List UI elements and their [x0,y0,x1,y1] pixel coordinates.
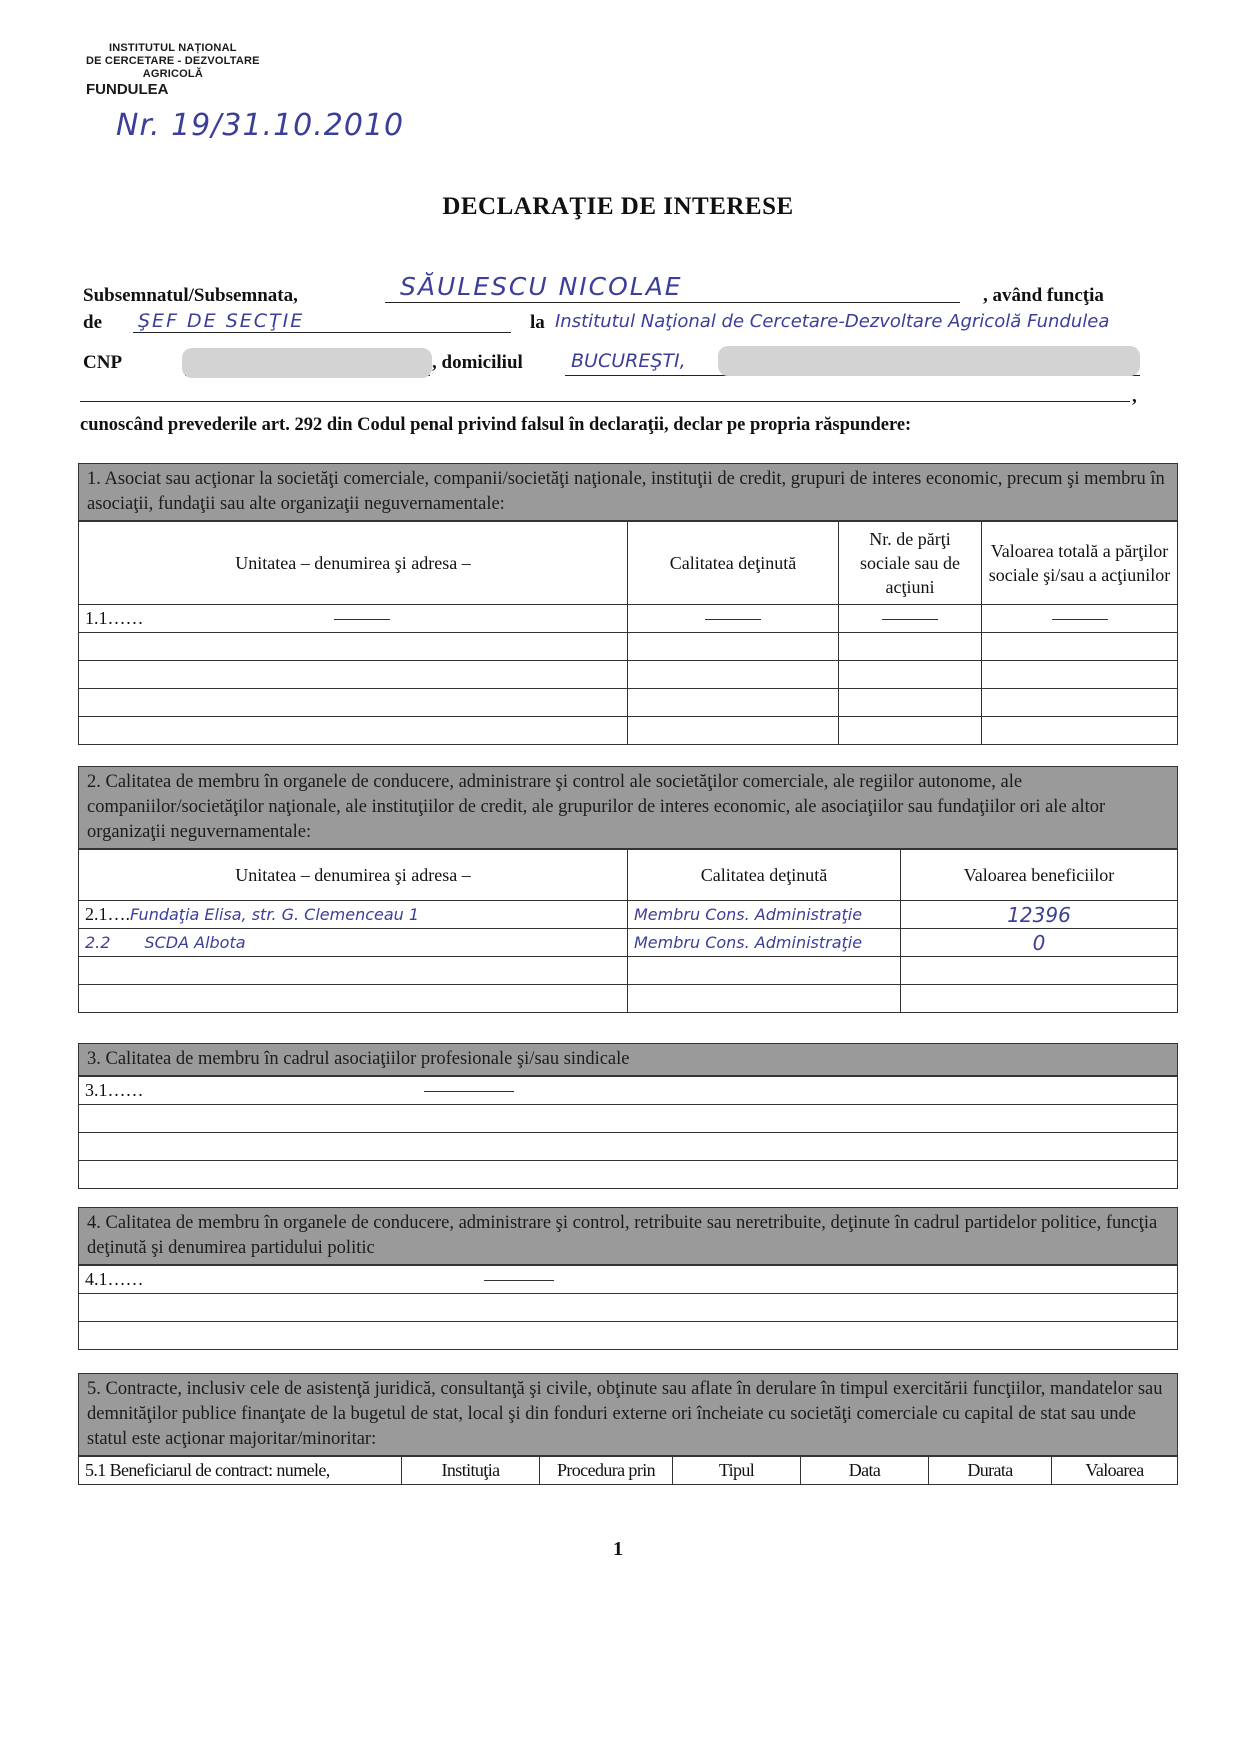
table-row [79,1133,1178,1161]
s2-role: Membru Cons. Administraţie [628,901,901,929]
institution-stamp [86,42,260,98]
page-number: 1 [613,1538,623,1560]
stamp-line-1: INSTITUTUL NAȚIONAL [109,42,237,54]
section-2-header: 2. Calitatea de membru în organele de conducere, administrare şi control ale societăţilor comerciale, ale regiilor autonome, ale companiilor/societăţilor naţionale, ale instituţiilor de credit, ale grupurilor de interes economic, ale asociaţiilor sau fundaţiilor ori ale altor organizaţii neguvernamentale: [78,766,1178,849]
s2-unit: Fundaţia Elisa, str. G. Clemenceau 1 [130,905,420,924]
section-3 [78,1043,1178,1189]
s2-col-unit: Unitatea – denumirea şi adresa – [79,850,628,901]
name-value: SĂULESCU NICOLAE [400,272,683,301]
s2-row-label: 2.1…. [85,904,130,924]
s5-col-institution: Instituţia [402,1457,540,1485]
la-label: la [530,312,545,333]
s3-dash [424,1091,514,1092]
s1-dash [1052,619,1108,620]
table-row [79,689,1178,717]
stamp-line-2: DE CERCETARE - DEZVOLTARE [86,55,260,67]
table-row [79,929,1178,957]
page-title: DECLARAŢIE DE INTERESE [442,193,794,220]
cnp-redaction [182,348,432,378]
s1-dash [882,619,938,620]
table-row [79,1322,1178,1350]
table-row [79,985,1178,1013]
s2-value: 12396 [901,901,1178,929]
s5-col-date: Data [801,1457,929,1485]
s5-col-duration: Durata [929,1457,1052,1485]
s3-row-label: 3.1…… [85,1080,144,1100]
function-value: ŞEF DE SECŢIE [138,310,305,332]
domicile-label: , domiciliul [432,352,523,373]
s1-dash [334,619,390,620]
function-line [133,332,511,333]
table-row [79,1105,1178,1133]
s2-col-value: Valoarea beneficiilor [901,850,1178,901]
cnp-label: CNP [83,352,123,373]
section-1-header: 1. Asociat sau acţionar la societăţi comerciale, companii/societăţi naţionale, instituţii de credit, grupuri de interes economic, precum şi membru în asociaţii, fundaţii sau alte organizaţii neguvernamentale: [78,463,1178,521]
section-5-table [78,1456,1178,1485]
s2-row-label: 2.2 [85,933,111,952]
s5-col-type: Tipul [673,1457,801,1485]
function-label: , având funcţia [983,285,1104,306]
section-3-table [78,1076,1178,1189]
domicile-value: BUCUREŞTI, [571,350,686,372]
table-row [79,605,1178,633]
s2-col-role: Calitatea deţinută [628,850,901,901]
table-row [79,957,1178,985]
section-1 [78,463,1178,745]
de-label: de [83,312,102,333]
address-line-2 [80,401,1130,402]
table-row [79,661,1178,689]
s1-col-shares: Nr. de părţi sociale sau de acţiuni [839,522,982,605]
section-4-table [78,1265,1178,1350]
s2-role: Membru Cons. Administraţie [628,929,901,957]
s1-row-label: 1.1…… [85,608,144,628]
table-row [79,1294,1178,1322]
registration-number: Nr. 19/31.10.2010 [116,108,405,143]
section-5-header: 5. Contracte, inclusiv cele de asistenţă juridică, consultanţă şi civile, obţinute sau aflate în derulare în timpul exercitării funcţiilor, mandatelor sau demnităţilor publice finanţate de la bugetul de stat, local şi din fonduri externe ori încheiate cu societăţi comerciale cu capital de stat sau unde statul este acţionar majoritar/minoritar: [78,1373,1178,1456]
address-redaction [718,346,1140,376]
s5-col-beneficiary: 5.1 Beneficiarul de contract: numele, [79,1457,402,1485]
institution-value: Institutul Naţional de Cercetare-Dezvoltare Agricolă Fundulea [555,311,1110,332]
table-row [79,633,1178,661]
stamp-line-3: AGRICOLĂ [142,68,203,80]
table-row [79,901,1178,929]
s1-col-role: Calitatea deţinută [628,522,839,605]
address-comma: , [1132,386,1137,407]
s4-dash [484,1280,554,1281]
section-5 [78,1373,1178,1485]
stamp-line-4: FUNDULEA [86,81,169,98]
table-row [79,1161,1178,1189]
s5-col-value: Valoarea [1052,1457,1178,1485]
name-line [385,302,960,303]
s2-value: 0 [901,929,1178,957]
section-4 [78,1207,1178,1350]
section-1-table [78,521,1178,745]
s2-unit: SCDA Albota [144,933,246,952]
table-row [79,1266,1178,1294]
s1-col-unit: Unitatea – denumirea şi adresa – [79,522,628,605]
s1-dash [705,619,761,620]
section-4-header: 4. Calitatea de membru în organele de conducere, administrare şi control, retribuite sau neretribuite, deţinute în cadrul partidelor politice, funcţia deţinută şi denumirea partidului politic [78,1207,1178,1265]
table-row [79,1077,1178,1105]
table-row [79,1457,1178,1485]
table-row [79,717,1178,745]
section-2-table [78,849,1178,1013]
s5-col-procedure: Procedura prin [540,1457,673,1485]
statement: cunoscând prevederile art. 292 din Codul penal privind falsul în declaraţii, declar pe propria răspundere: [80,415,912,435]
section-2 [78,766,1178,1013]
s4-row-label: 4.1…… [85,1269,144,1289]
name-label: Subsemnatul/Subsemnata, [83,285,298,306]
section-3-header: 3. Calitatea de membru în cadrul asociaţiilor profesionale şi/sau sindicale [78,1043,1178,1076]
s1-col-value: Valoarea totală a părţilor sociale şi/sau a acţiunilor [982,522,1178,605]
